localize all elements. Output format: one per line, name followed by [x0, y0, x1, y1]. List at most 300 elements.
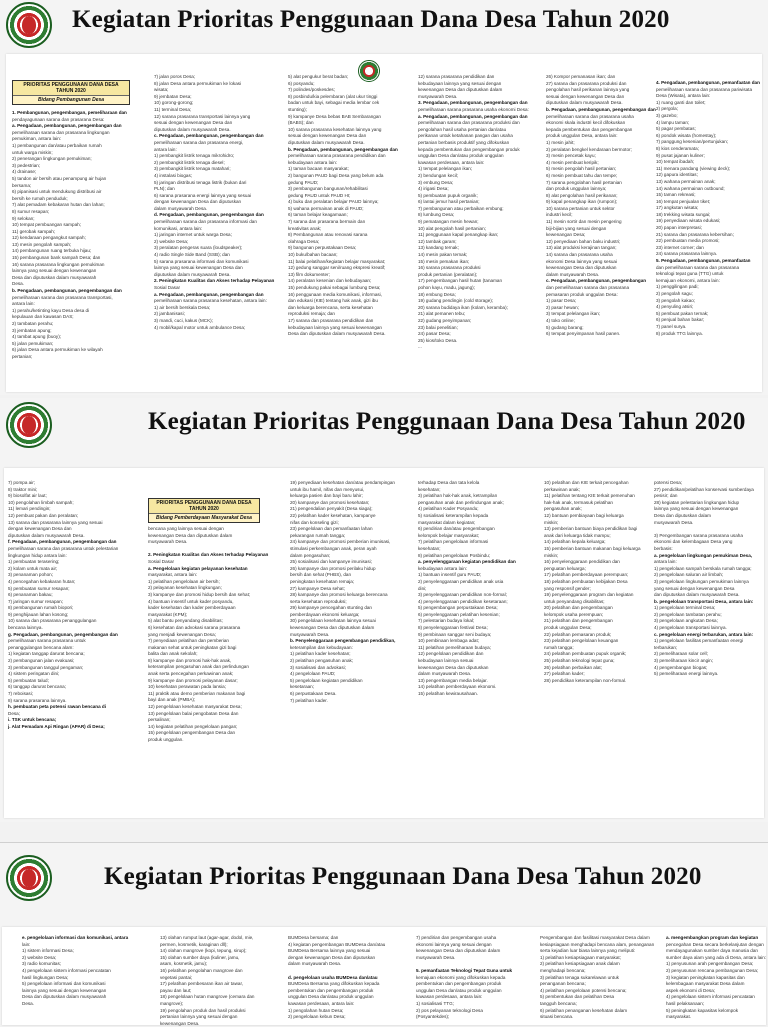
- text-line: penanggulangan bencana alam:: [8, 644, 74, 650]
- text-line: 12) pembuat pakan dan peralatan;: [8, 512, 79, 518]
- text-line: 5) alat bantu penyandang disabilitas;: [148, 618, 223, 624]
- text-line: yang menjadi kewenangan Desa;: [148, 631, 216, 637]
- text-line: f. Pengadaan, pembangunan, pengembangan dan: [8, 539, 117, 545]
- text-line: 4) mobil/kapal motor untuk ambulance Desa;: [154, 324, 246, 330]
- text-line: dan keluarga berencana, serta kesehatan: [288, 304, 373, 310]
- text-line: 17) sarana dan prasarana pendidikan dan: [288, 317, 374, 323]
- text-line: pemeliharaan sarana dan prasarana produksi dan: [418, 120, 520, 126]
- text-line: 11) terminal Desa;: [154, 106, 192, 112]
- text-line: (Posyantekdes);: [416, 1014, 450, 1020]
- text-line: 29) kampanye pencegahan stunting dan: [290, 605, 372, 611]
- text-line: 4) instalasi biogas;: [154, 172, 193, 178]
- text-line: 13) wahana permainan anak;: [656, 178, 716, 184]
- text-line: 2) penyusunan rencana pembangunan Desa;: [666, 967, 759, 973]
- text-line: 7) pompa air;: [8, 480, 36, 485]
- text-line: 6) taman belajar keagamaan;: [288, 212, 348, 218]
- text-line: 5) pembuat pakan ternak;: [656, 310, 709, 316]
- text-line: dalam musyawarah Desa.: [288, 961, 342, 967]
- text-line: sumber daya alam yang ada di Desa, antara lain:: [666, 954, 767, 960]
- text-line: badan untuk bayi, sebagai media lembar cek: [288, 100, 380, 106]
- text-line: 8) sarana prasarana lainnya.: [8, 697, 67, 703]
- text-line: 7) jalan poros Desa;: [154, 74, 196, 79]
- text-line: 11) menara pandang (viewing deck);: [656, 165, 731, 171]
- text-line: h. pembuatan peta potensi rawan bencana di: [8, 704, 107, 710]
- text-column: [8, 480, 140, 731]
- text-line: 5) jalan pemukiman;: [12, 340, 54, 346]
- text-line: 9) kampanye dan promosi pelayanan dasar;: [148, 677, 238, 683]
- text-line: sesuai dengan kewenangan Desa dan: [154, 120, 233, 126]
- text-line: 11) penggunaan kapal penangkap ikan;: [418, 232, 499, 238]
- text-line: 5) pengelolaan kegiatan pendidikan: [290, 677, 363, 683]
- text-line: 2) pengolah sagu;: [656, 291, 693, 296]
- slide-title: Kegiatan Prioritas Penggunaan Dana Desa Tahun 2020: [104, 863, 702, 890]
- text-line: aspek ekonomi di Desa;: [666, 987, 716, 993]
- text-line: 26) pelatihan perbaikan alat;: [544, 664, 602, 670]
- text-line: ekonomi lainnya yang sesuai dengan: [416, 941, 492, 947]
- text-line: penanganan bencana;: [540, 981, 586, 987]
- text-line: 2) tambatan perahu;: [12, 321, 54, 326]
- text-line: 13) pemberian bantuan biaya pendidikan bagi: [544, 526, 638, 532]
- text-column: [418, 480, 542, 698]
- text-line: 2) peralatan bengkel kendaraan bermotor;: [546, 146, 632, 152]
- text-line: 22) gudang penyimpanan;: [418, 317, 472, 323]
- text-line: untuk penyandang disabilitas;: [544, 598, 605, 604]
- text-line: a. penyelenggaraan kegiatan pendidikan dan: [418, 559, 516, 565]
- box-subtitle: Bidang Pemberdayaan Masyarakat Desa: [149, 513, 259, 522]
- document-page: [4, 468, 764, 818]
- text-line: masyarakat dalam kegiatan;: [418, 519, 476, 525]
- text-line: 2) bangunan PAUD bagi Desa yang belum ada: [288, 172, 384, 178]
- text-line: 16) tempat penjualan tiket;: [656, 198, 711, 204]
- text-line: Desa dan diputuskan dalam musyawarah: [22, 994, 107, 1000]
- text-line: pesisir; dan: [654, 493, 678, 499]
- text-line: 5) alat pengukur berat badan;: [288, 74, 349, 79]
- text-line: pemberdayaan ekonomi keluarga;: [290, 611, 360, 617]
- text-line: Desa dan diputuskan dalam musyawarah Desa.: [288, 331, 386, 337]
- text-line: 5) tandon air bersih atau penampung air hujan: [12, 175, 107, 181]
- document-page: [6, 54, 762, 392]
- text-line: 9) selokan;: [12, 215, 35, 221]
- text-line: Sosial Dasar: [148, 558, 175, 564]
- text-line: sesuai dengan kewenangan Desa dan: [288, 133, 367, 139]
- text-line: 28) kegiatan pelestarian lingkungan hidup: [654, 499, 740, 505]
- text-line: masyarakat.: [666, 1014, 692, 1020]
- text-line: c. Pengadaan, pembangunan, pengembangan: [546, 278, 647, 284]
- text-line: d. pengelolaan usaha BUMDesa dan/atau: [288, 974, 378, 980]
- text-line: BUMDesa bersama; dan: [288, 935, 339, 940]
- text-column: [290, 480, 416, 704]
- text-line: 8) Pembangunan atau renovasi sarana: [288, 232, 368, 238]
- text-line: 15) pengelolaan pengembangan Desa dan: [148, 730, 236, 736]
- text-line: 2. Peningkatan Kualitas dan Akses terhadap Pelayanan: [148, 552, 269, 558]
- box-subtitle: Bidang Pembangunan Desa: [13, 95, 129, 104]
- box-title: PRIORITAS PENGGUNAAN DANA DESA TAHUN 2020: [13, 81, 129, 95]
- text-line: gedung PAUD;: [288, 179, 319, 185]
- text-line: 2) pengelolaan kebun Desa;: [288, 1014, 346, 1020]
- text-line: dalam musyawarah Desa.: [154, 205, 208, 211]
- text-line: 23) balai penelitian;: [418, 324, 458, 330]
- text-line: 1) pembangkit listrik tenaga mikrohidro;: [154, 153, 235, 159]
- text-line: 4) tambat apung (buoy);: [12, 334, 62, 340]
- text-line: 4) irigasi Desa;: [418, 186, 449, 192]
- text-line: 2) pelatihan pengasuhan anak;: [290, 658, 354, 664]
- text-line: pemukiman, antara lain:: [12, 136, 62, 142]
- text-line: 2) pos pelayanan teknologi Desa: [416, 1007, 483, 1013]
- text-line: 14) kegiatan pelatihan pengelolaan pangan;: [148, 723, 238, 729]
- text-line: nifas dan konseling gizi;: [290, 519, 339, 525]
- text-line: 13) kandang ternak;: [418, 245, 459, 251]
- text-line: bencana yang lainnya sesuai dengan: [148, 526, 224, 531]
- text-line: 10) gorong-gorong;: [154, 100, 194, 106]
- text-line: dalam musyawarah Desa.: [418, 671, 472, 677]
- text-line: lainnya yang sesuai kewenangan Desa dan: [154, 265, 243, 271]
- slide-3: [0, 842, 768, 1024]
- text-line: pengolahan hasil perikanan lainnya yang: [546, 87, 630, 93]
- text-line: pemasaran produk unggulan Desa:: [546, 291, 618, 297]
- text-line: 2) pemeliharaan solar cell;: [654, 651, 708, 657]
- text-line: 2) pelayanan kesehatan lingkungan;: [148, 585, 222, 591]
- text-line: Desa;: [8, 710, 21, 716]
- text-line: 21) alat pemanen tebu;: [418, 311, 466, 317]
- text-line: 1) kegiatan tanggap darurat bencana;: [8, 651, 85, 657]
- text-line: 1) penyusunan arah pengembangan Desa;: [666, 961, 754, 967]
- text-line: 1) pembuatan terasering;: [8, 559, 60, 565]
- text-line: kewenangan Desa dan diputuskan: [546, 265, 617, 271]
- text-line: pengasuhan anak dan perlindungan anak;: [418, 499, 504, 505]
- text-line: 3) gazebo;: [656, 112, 678, 118]
- text-line: 10) sarana dan prasarana penanggulangan: [8, 618, 97, 624]
- text-line: miskin;: [544, 552, 559, 558]
- text-line: 5) sosialisasi keterampilan kepada: [418, 512, 489, 518]
- text-line: 8) sumur resapan;: [12, 208, 50, 214]
- text-line: 10) tempat ibadah;: [656, 159, 695, 165]
- text-line: 8) produk TTG lainnya.: [656, 330, 703, 336]
- text-line: 1) taman bacaan masyarakat;: [288, 166, 349, 172]
- text-line: yang sesuai dengan kewenangan Desa: [654, 585, 735, 591]
- text-line: antara lain:: [654, 559, 677, 565]
- text-line: unggulan Desa dan/atau produk unggulan: [288, 994, 374, 1000]
- text-line: 26) kampanye dan promosi perilaku hidup: [290, 565, 376, 571]
- text-line: 1) tempat pelelangan ikan;: [418, 166, 473, 172]
- text-line: 1. Pembangunan, pengembangan, pemeliharaan dan: [12, 110, 127, 115]
- text-line: b. Pengadaan, pembangunan, pengembangan dan: [288, 146, 398, 152]
- text-line: wisata;: [154, 87, 169, 93]
- text-line: 10) pembinaan lembaga adat;: [418, 638, 480, 644]
- text-line: 1) pasar Desa;: [546, 298, 577, 304]
- text-line: 9) pusat jajanan kuliner;: [656, 152, 705, 158]
- text-line: masyarakat, antara lain:: [148, 572, 198, 578]
- text-line: 7) pelatihan pengelolaan informasi: [418, 539, 489, 545]
- text-column: [666, 935, 767, 1021]
- text-line: pohon kayu, madu, jagung);: [418, 285, 475, 290]
- text-line: 3) mesin pencetak kayu;: [546, 153, 596, 159]
- text-line: tangguh bencana;: [540, 1000, 577, 1006]
- text-line: 16) penyelenggaraan pendidikan dan: [544, 559, 620, 565]
- text-line: 27) kampanye Desa sehat;: [290, 585, 345, 591]
- text-line: bayi dan anak (PMBA);: [148, 697, 196, 703]
- text-line: 7) pelatihan kader.: [290, 697, 328, 703]
- text-line: Pengembangan dan fasilitasi masyarakat Desa dalam: [540, 935, 650, 940]
- text-line: 7) sarana pengolahan hasil pertanian: [546, 179, 622, 185]
- text-line: produk unggulan Desa, antara lain:: [546, 133, 618, 139]
- text-line: 4) penyuling atsiri;: [656, 304, 694, 310]
- text-line: 4) pencegahan kebakaran hutan;: [8, 578, 76, 584]
- text-line: kesehatan;: [418, 545, 441, 551]
- text-line: 3) tempat pelelangan ikan;: [546, 311, 601, 317]
- text-line: 10) tempat pembuangan sampah;: [12, 222, 81, 228]
- text-line: kewenangan Desa;: [546, 232, 586, 238]
- text-line: 15) pendukung pakai sebagai lumbung Desa;: [288, 285, 381, 290]
- text-line: 8) kios cenderamata;: [656, 145, 699, 151]
- text-line: peningkatan kesehatan remaja;: [290, 578, 355, 584]
- text-column: [540, 935, 660, 1021]
- text-line: 19) penyediaan kesehatan dan/atau pendampingan: [290, 480, 395, 485]
- text-line: 10) buku/bahan bacaan;: [288, 252, 338, 258]
- text-line: 8) kampanye dan promosi hak-hak anak,: [148, 657, 232, 663]
- text-line: 4) pengelolaan sistem informasi pencatatan: [666, 994, 755, 1000]
- text-line: musyawarah Desa.: [418, 93, 458, 99]
- text-line: 10) sarana pertanian untuk sektor: [546, 205, 615, 211]
- text-line: 8) traktor mini;: [8, 486, 38, 492]
- text-line: 21) pengendalian penyakit (Desa siaga);: [290, 506, 373, 512]
- text-line: rumah tangga;: [544, 644, 574, 650]
- text-line: 4) pelatihan pengelolaan potensi bencana;: [540, 987, 627, 993]
- text-line: [288, 968, 416, 975]
- text-line: kewenangan Desa dan diputuskan dalam: [290, 625, 375, 631]
- text-line: untuk ibu hamil, nifas dan menyusui,: [290, 486, 365, 492]
- text-line: 12) penyediaan bahan baku industri;: [546, 238, 621, 244]
- text-line: 28) pendidikan keterampilan non-formal.: [544, 677, 627, 683]
- text-line: 16) penggunaan media komunikasi, informasi,: [288, 291, 382, 297]
- text-line: lainnya yang sesuai dengan kewenangan: [22, 987, 107, 993]
- text-line: 4) kegiatan pengembangan BUMDesa dan/atau: [288, 941, 386, 947]
- text-line: b. Pengadaan, pembangunan, pengembangan dan: [546, 106, 656, 112]
- text-line: 21) pelatihan dan pengembangan: [544, 618, 613, 624]
- text-line: 1) pengelolaan fasilitas pemanfaatan energi: [654, 638, 744, 644]
- text-line: pengolahan hasil usaha pertanian dan/atau: [418, 126, 507, 132]
- text-line: 1) perahu/ketinting kayu Desa desa di: [12, 307, 90, 313]
- text-line: 13) sarana dan prasarana lainnya yang sesuai: [8, 519, 103, 525]
- text-line: bersih dan sehat (PHBS), dan: [290, 572, 352, 578]
- text-line: 12) sarana prasarana transportasi lainnya yang: [154, 113, 251, 119]
- box-title: PRIORITAS PENGGUNAAN DANA DESA TAHUN 2020: [149, 499, 259, 513]
- text-line: bersih ke rumah penduduk;: [12, 195, 68, 201]
- text-line: pemeliharaan sarana dan prasarana transportasi,: [12, 294, 113, 300]
- text-line: 17) pengembangan hasil hutan (tanaman: [418, 278, 503, 284]
- text-line: untuk warga miskin;: [12, 149, 53, 155]
- text-column: [416, 935, 540, 1021]
- text-line: ekonomi dan kelembagaan Desa yang: [654, 539, 733, 545]
- text-line: pemeliharaan sarana dan prasarana pariwisata: [656, 86, 753, 92]
- text-line: 2. Peningkatan Kualitas dan Akses terhadap Pelayanan: [154, 278, 275, 284]
- text-line: 22) pembuatan media promosi;: [656, 238, 720, 244]
- text-line: e. pengelolaan informasi dan komunikasi, antara: [22, 935, 129, 940]
- text-line: 16) sarana prasarana produksi: [418, 265, 481, 271]
- text-line: 3) sosialisasi dan advokasi;: [290, 664, 346, 670]
- text-line: kelompok usaha perempuan;: [544, 611, 604, 617]
- text-line: 8) pembangunan rumah biopori;: [8, 605, 74, 611]
- text-line: 4) toko online;: [546, 317, 575, 323]
- text-line: 3) pengolah kakao;: [656, 297, 696, 303]
- slide-2: [0, 398, 768, 822]
- text-line: diputuskan dalam musyawarah Desa.: [288, 139, 365, 145]
- text-line: 6) kesehatan dan advokasi sarana prasarana: [148, 624, 241, 630]
- text-line: 24) kampanye dan promosi pemberian imunisasi,: [290, 539, 391, 545]
- text-line: 11) gerobak sampah;: [12, 228, 56, 234]
- text-line: 3) pelatihan tenaga sukarelawan untuk: [540, 974, 619, 980]
- text-line: musyawarah Desa.: [148, 539, 188, 545]
- text-line: pembentukan dan pengembangan produk: [288, 987, 374, 993]
- text-line: b. pengelolaan transportasi Desa, antara lain:: [654, 598, 754, 604]
- text-line: kesehatan;: [418, 486, 441, 492]
- text-line: dengan kewenangan Desa dan diputuskan: [154, 199, 242, 205]
- text-line: kewenangan Desa dan diputuskan: [418, 664, 489, 670]
- text-line: asam, kosmetik, jamu);: [160, 961, 208, 967]
- text-line: produk unggulan.: [148, 737, 184, 742]
- text-line: komunikasi, antara lain:: [154, 225, 203, 231]
- text-line: 4) bantuan insentif untuk kader posyandu,: [148, 598, 234, 604]
- text-line: pemeliharaan sarana dan prasarana lingkungan: [12, 129, 110, 135]
- text-line: 5) sarana prasarana informasi dan komunikasi: [154, 258, 249, 264]
- text-line: 2) pengelolaan tambatan perahu;: [654, 611, 722, 617]
- text-line: 1) sosialisasi TTG;: [416, 1000, 454, 1006]
- text-line: 3. Pengadaan, pembangunan, pengembangan dan: [418, 100, 528, 106]
- text-line: berbasis:: [654, 545, 673, 551]
- text-line: kepada pembentukan dan pengembangan produk: [418, 146, 520, 152]
- text-line: unggulan Desa dan/atau produk unggulan: [416, 987, 502, 993]
- text-line: 11) pelatihan tentang KIE terkait pemenuhan: [544, 493, 635, 499]
- text-line: 2) pasar hewan;: [546, 304, 579, 310]
- text-line: Sosial Dasar: [154, 285, 181, 290]
- text-line: 24) sarana prasarana lainnya.: [656, 251, 718, 257]
- text-line: Desa.: [22, 1000, 35, 1006]
- text-line: 6) tanggap darurat bencana;: [8, 684, 66, 690]
- text-line: permen, kosmetik, karaginan dll);: [160, 941, 228, 947]
- text-line: [654, 526, 762, 533]
- text-line: diputuskan dalam musyawarah Desa.: [154, 271, 231, 277]
- text-line: dan diputuskan dalam musyawarah Desa.: [654, 592, 740, 598]
- text-line: kesiapsiagaan menghadapi bencana alam, penanganan: [540, 941, 655, 947]
- text-line: pembentukan dan pengembangan produk: [416, 981, 502, 987]
- text-line: 7) pembangunan atau perbaikan embung;: [418, 205, 504, 211]
- text-line: 9) pematangan mesin hewan;: [418, 219, 479, 225]
- text-line: 8) alat pengolahan hasil perikanan;: [546, 192, 618, 198]
- slide-1: [0, 0, 768, 395]
- text-column: [154, 74, 276, 331]
- text-line: [416, 961, 540, 968]
- text-line: 2) pelatihan kesiapsiagaan anak dalam: [540, 961, 620, 967]
- text-line: 5) mesin pengolah hasil pertanian;: [546, 166, 617, 172]
- text-line: 1) pembangunan dan/atau perbaikan rumah: [12, 142, 102, 148]
- text-line: perikanan untuk ketahanan pangan dan usaha: [418, 133, 513, 139]
- text-line: produk unggulan Desa;: [544, 625, 592, 631]
- text-column: [288, 74, 412, 338]
- text-line: 6) tempat penyimpanan hasil panen.: [546, 331, 621, 337]
- text-line: 6) penanaman bakau;: [8, 592, 53, 598]
- text-line: kewenangan Desa dan diputuskan dalam: [416, 948, 501, 954]
- text-line: 15) taman rekreasi;: [656, 192, 696, 198]
- text-line: 18) embung Desa;: [418, 291, 456, 297]
- text-line: 1) penggilingan padi;: [656, 284, 699, 290]
- text-line: lingkungan hidup antara lain:: [8, 552, 67, 558]
- text-line: kebudayaan antara lain:: [418, 565, 468, 571]
- text-line: a. Pengadaan, pembangunan, pengembangan dan: [12, 123, 122, 129]
- text-line: 13) pengelolaan balai pengobatan Desa dan: [148, 710, 239, 716]
- text-line: 3) pemeliharaan kincir angin;: [654, 658, 713, 664]
- text-line: 2) pembangkit listrik tenaga diesel;: [154, 159, 225, 165]
- text-line: kebudayaan lainnya sesuai: [418, 658, 474, 664]
- text-line: 7) polindes/poskesdes;: [288, 87, 335, 93]
- text-line: antara lain:: [12, 301, 35, 307]
- text-line: pemeliharaan sarana prasarana untuk: [8, 638, 86, 644]
- text-line: kawasan perdesaan, antara lain:: [288, 1000, 355, 1006]
- kemendesa-logo-icon: [6, 855, 52, 901]
- text-line: kreativitas anak;: [288, 225, 322, 231]
- text-line: 21) sarana dan prasarana kebersihan;: [656, 231, 734, 237]
- text-line: 18) trekking wisata sungai;: [656, 211, 711, 217]
- text-line: 24) pasar Desa;: [418, 331, 451, 337]
- text-line: hasil lingkungan Desa;: [22, 974, 69, 980]
- text-column: [160, 935, 290, 1026]
- text-line: diputuskan dalam musyawarah Desa.: [8, 532, 85, 538]
- text-line: kawasan perdesaan, antara lain:: [416, 994, 483, 1000]
- text-line: 2) penerangan lingkungan pemukiman;: [12, 156, 92, 162]
- text-line: BUMDesa Bersama yang difokuskan kepada: [288, 981, 380, 987]
- text-line: pemeliharaan sarana prasarana kesehatan, antara lain:: [154, 298, 267, 304]
- text-line: dan pemeliharaan sarana dan prasarana: [546, 285, 630, 290]
- text-line: anak serta pencegahan perkawinan anak;: [148, 671, 234, 677]
- text-line: 5. Pengadaan, pembangunan, pemanfaatan: [656, 258, 751, 264]
- text-line: 12) pengelolaan kesehatan masyarakat Desa;: [148, 704, 242, 710]
- text-line: bencana lainnya.: [8, 625, 43, 631]
- text-line: 11) pelatihan pemeliharaan budaya;: [418, 644, 491, 650]
- text-line: vegetasi pantai;: [160, 974, 193, 980]
- text-line: teknologi tepat guna (TTG) untuk: [656, 271, 724, 277]
- text-line: stimulasi perkembangan anak, peran ayah: [290, 545, 377, 551]
- text-line: 3) Pengembangan sarana prasarana usaha: [654, 532, 743, 538]
- text-line: ekonomi Desa lainnya yang sesuai: [546, 258, 617, 264]
- text-line: terhadap Desa dan tata kelola: [418, 480, 480, 485]
- text-line: 7) jaringan sumur resapan;: [8, 598, 63, 604]
- text-line: pemeliharaan sarana dan prasarana energi,: [154, 139, 244, 145]
- text-line: 6) mesin pembuat tahu dan tempe;: [546, 172, 618, 178]
- text-line: produk pertanian (peralatan);: [418, 271, 478, 277]
- text-line: 5) pembuatan talud;: [8, 677, 49, 683]
- text-line: kelembagaan masyarakat Desa dalam: [666, 981, 745, 987]
- text-line: 6) lantai jemur hasil pertanian;: [418, 199, 480, 205]
- text-line: 23) pelatihan pengelolaan keuangan: [544, 638, 619, 644]
- text-line: 10) sarana prasarana kesehatan lainnya yang: [288, 126, 382, 132]
- text-line: bersama;: [12, 182, 32, 188]
- text-line: ...: [418, 344, 422, 350]
- text-line: 3) embung Desa;: [418, 179, 454, 185]
- text-column: [656, 80, 760, 337]
- text-line: 2) pengelolaan saluran air limbah;: [654, 572, 724, 578]
- slide-title: Kegiatan Prioritas Penggunaan Dana Desa Tahun 2020: [72, 6, 670, 33]
- text-line: 9) penghijauan lahan kosong;: [8, 611, 69, 617]
- text-line: 10) pengolahan limbah sampah;: [8, 499, 74, 505]
- text-line: gedung PAUD untuk PAUD HI;: [288, 192, 351, 198]
- text-line: 6) penjual bahan bakar;: [656, 317, 705, 323]
- text-line: 7) sarana dan prasarana bermain dan: [288, 219, 366, 225]
- text-line: 13) film dokumenter;: [288, 271, 330, 277]
- text-line: musyawarah Desa.: [290, 631, 330, 637]
- text-line: 4) pengelolaan PAUD;: [290, 671, 336, 677]
- text-line: 1) mesin jahit;: [546, 139, 575, 145]
- text-line: 1) pengelolaan terminal Desa;: [654, 605, 716, 611]
- text-line: 12) kendaraan pengangkut sampah;: [12, 235, 86, 241]
- text-line: dalam pengasuhan;: [290, 552, 331, 558]
